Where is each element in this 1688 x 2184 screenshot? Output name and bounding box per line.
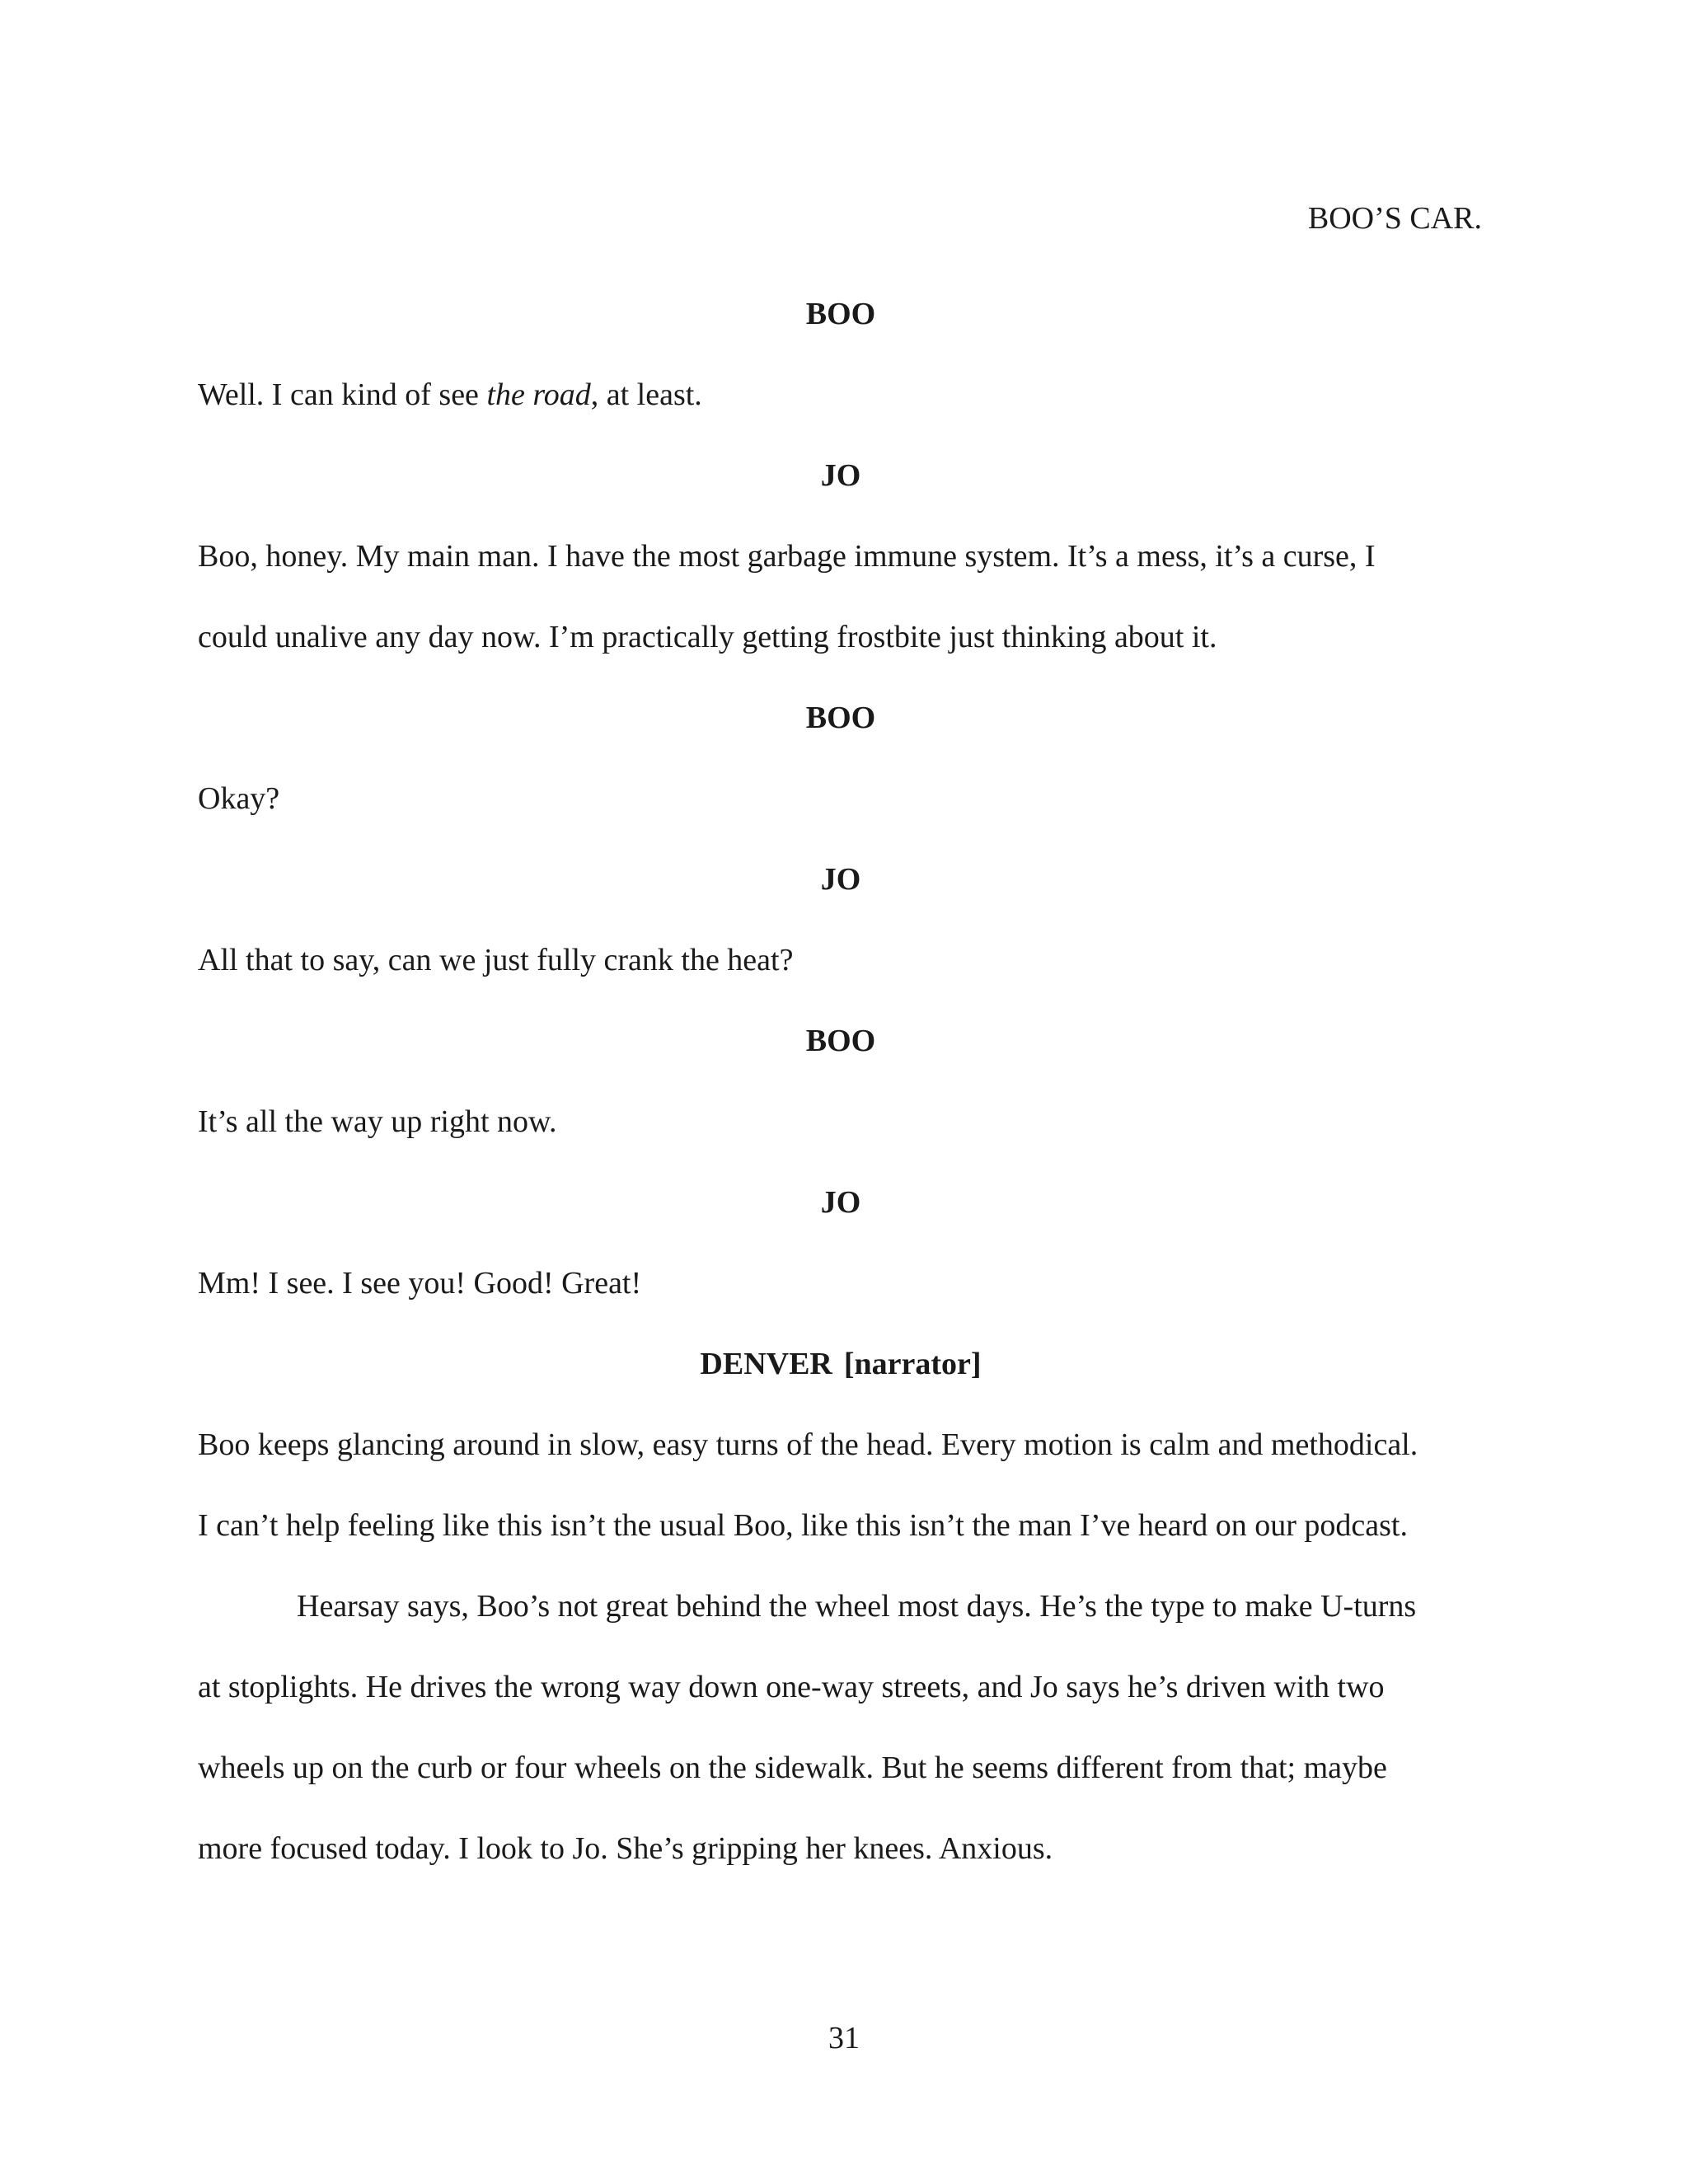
narration-line: Hearsay says, Boo’s not great behind the wheel most days. He’s the type to make U-turns [297,1589,1417,1624]
speaker-label: DENVER [700,1347,832,1381]
dialogue-line: could unalive any day now. I’m practically getting frostbite just thinking about it. [198,620,1217,654]
narration-line: at stoplights. He drives the wrong way down one-way streets, and Jo says he’s driven with two [198,1670,1385,1704]
speaker-name: JO [820,458,861,493]
narration-line: I can’t help feeling like this isn’t the usual Boo, like this isn’t the man I’ve heard on our podcast. [198,1508,1408,1543]
speaker-name: BOO [805,701,876,735]
dialogue-text: Well. I can kind of see [198,377,487,412]
narration-line: Boo keeps glancing around in slow, easy turns of the head. Every motion is calm and methodical. [198,1427,1418,1462]
dialogue-text: , at least. [590,377,702,412]
dialogue-emphasis: the road [486,377,591,412]
script-body [198,274,1484,1889]
page-number: 31 [828,2021,860,2055]
dialogue-line [198,354,1484,435]
dialogue-line: All that to say, can we just fully crank the heat? [198,943,794,977]
speaker-name: JO [820,862,861,897]
speaker-extension: [narrator] [843,1347,982,1381]
speaker-name [198,1324,1484,1404]
scene-heading: BOO’S CAR. [1307,201,1482,236]
dialogue-line: It’s all the way up right now. [198,1104,557,1139]
speaker-name: BOO [805,297,876,331]
speaker-name: JO [820,1185,861,1220]
narration-line: wheels up on the curb or four wheels on the sidewalk. But he seems different from that; maybe [198,1750,1387,1785]
dialogue-line: Mm! I see. I see you! Good! Great! [198,1266,642,1301]
dialogue-line: Okay? [198,781,280,816]
narration-line: more focused today. I look to Jo. She’s gripping her knees. Anxious. [198,1831,1053,1866]
dialogue-line: Boo, honey. My main man. I have the most garbage immune system. It’s a mess, it’s a curse, I [198,539,1376,574]
speaker-name: BOO [805,1024,876,1058]
